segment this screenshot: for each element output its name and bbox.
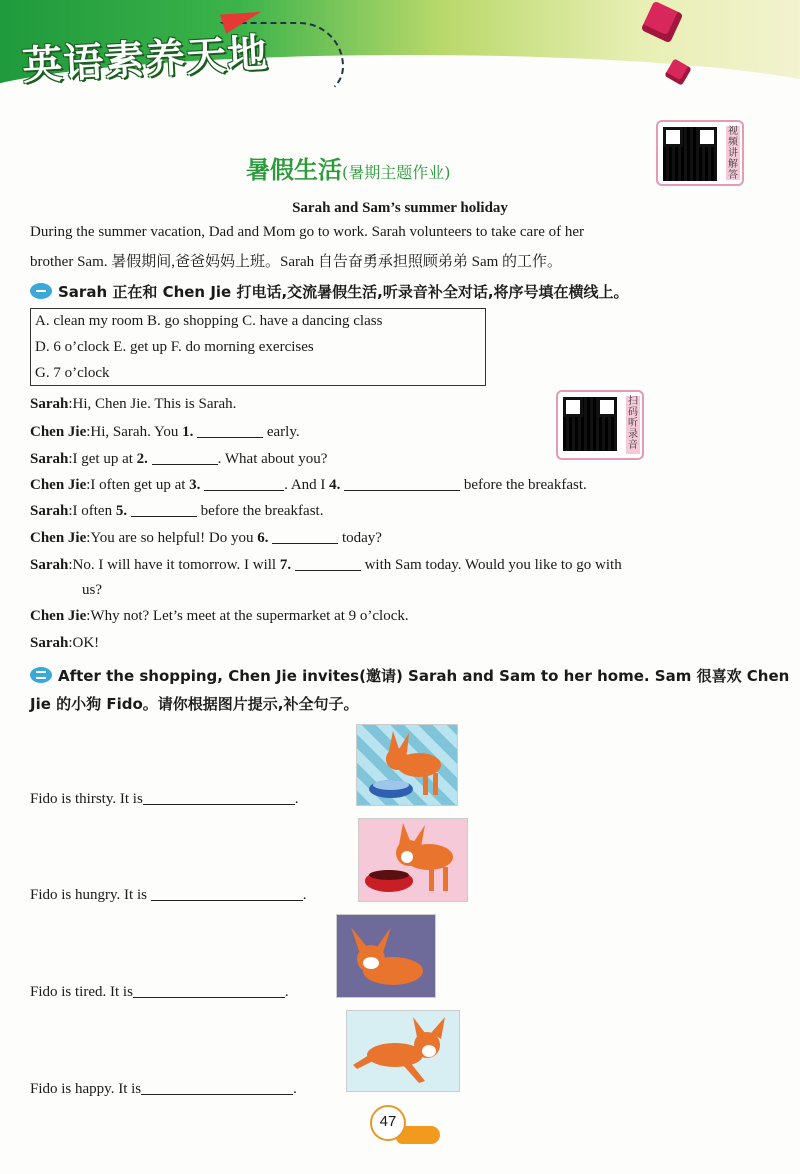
- dialogue-line-continued: us?: [82, 582, 102, 598]
- section-number-two-icon: [30, 667, 52, 683]
- heading-main: 暑假生活: [246, 156, 342, 184]
- answer-blank[interactable]: [152, 450, 218, 465]
- dialogue-line: Sarah:No. I will have it tomorrow. I will 7. with Sam today. Would you like to go with: [30, 557, 622, 573]
- header-banner: [0, 0, 800, 105]
- fido-sentence: Fido is thirsty. It is .: [30, 791, 299, 807]
- dialogue-line: Chen Jie:I often get up at 3. . And I 4. before the breakfast.: [30, 477, 587, 493]
- picture-dog-drinking: [356, 724, 458, 806]
- answer-blank[interactable]: [204, 476, 284, 491]
- section-2-instruction: After the shopping, Chen Jie invites(邀请) Sarah and Sam to her home. Sam 很喜欢 Chen: [30, 665, 789, 686]
- qr-label: 视 频 讲 解 答: [728, 126, 738, 181]
- heading-sub: (暑期主题作业): [342, 163, 451, 182]
- fido-sentence: Fido is happy. It is .: [30, 1081, 297, 1097]
- qr-label: 扫 码 听 录 音: [626, 396, 640, 454]
- dog-drinking-image: [357, 725, 457, 805]
- qr-code-audio[interactable]: [556, 390, 644, 460]
- cube-icon: [641, 1, 684, 44]
- picture-dog-eating: [358, 818, 468, 902]
- section-1-instruction: Sarah 正在和 Chen Jie 打电话,交流暑假生活,听录音补全对话,将序号填在横线上。: [30, 281, 629, 302]
- page-heading: [246, 150, 451, 185]
- banner-title: 英语素养天地: [21, 30, 270, 90]
- qr-code-icon: [663, 127, 717, 181]
- dialogue-line: Chen Jie:Why not? Let’s meet at the supermarket at 9 o’clock.: [30, 608, 409, 624]
- answer-blank[interactable]: [344, 476, 460, 491]
- answer-blank[interactable]: [197, 423, 263, 438]
- options-row: A. clean my room B. go shopping C. have a dancing class: [35, 313, 383, 329]
- qr-code-video[interactable]: [656, 120, 744, 186]
- answer-blank[interactable]: [272, 529, 338, 544]
- qr-code-icon: [563, 397, 617, 451]
- answer-blank[interactable]: [141, 1080, 293, 1095]
- options-row: D. 6 o’clock E. get up F. do morning exercises: [35, 339, 314, 355]
- dog-sleeping-image: [337, 915, 435, 997]
- dialogue-line: Sarah:I often 5. before the breakfast.: [30, 503, 324, 519]
- answer-blank[interactable]: [151, 886, 303, 901]
- story-title: Sarah and Sam’s summer holiday: [292, 200, 508, 216]
- dialogue-line: Chen Jie:Hi, Sarah. You 1. early.: [30, 424, 300, 440]
- answer-blank[interactable]: [131, 502, 197, 517]
- dialogue-line: Sarah:Hi, Chen Jie. This is Sarah.: [30, 396, 237, 412]
- answer-blank[interactable]: [143, 790, 295, 805]
- fido-sentence: Fido is tired. It is .: [30, 984, 289, 1000]
- section-number-one-icon: [30, 283, 52, 299]
- options-box: [30, 308, 486, 386]
- picture-dog-running: [346, 1010, 460, 1092]
- story-line: brother Sam. 暑假期间,爸爸妈妈上班。Sarah 自告奋勇承担照顾弟弟 Sam 的工作。: [30, 254, 563, 270]
- dialogue-line: Chen Jie:You are so helpful! Do you 6. today?: [30, 530, 382, 546]
- dog-eating-image: [359, 819, 467, 901]
- story-line: During the summer vacation, Dad and Mom go to work. Sarah volunteers to take care of her: [30, 224, 585, 240]
- answer-blank[interactable]: [295, 556, 361, 571]
- dog-running-image: [347, 1011, 459, 1091]
- fido-sentence: Fido is hungry. It is .: [30, 887, 307, 903]
- dialogue-line: Sarah:I get up at 2. . What about you?: [30, 451, 328, 467]
- answer-blank[interactable]: [133, 983, 285, 998]
- page-number: 47: [370, 1105, 406, 1141]
- options-row: G. 7 o’clock: [35, 365, 110, 381]
- dialogue-line: Sarah:OK!: [30, 635, 100, 651]
- picture-dog-sleeping: [336, 914, 436, 998]
- section-2-instruction-cont: Jie 的小狗 Fido。请你根据图片提示,补全句子。: [30, 695, 359, 713]
